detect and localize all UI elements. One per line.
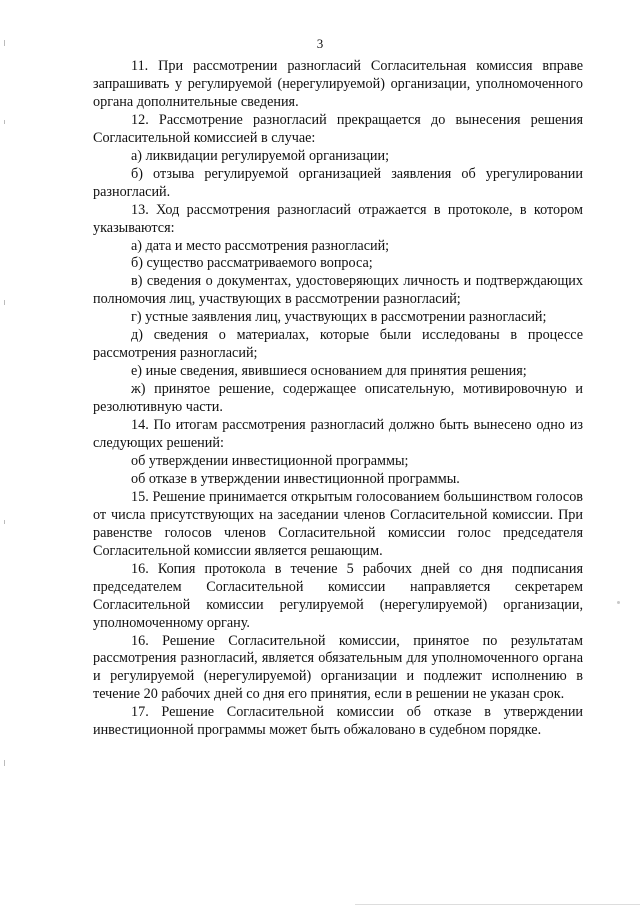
scan-edge-mark — [4, 120, 5, 124]
list-item-14-refuse: об отказе в утверждении инвестиционной программы. — [131, 470, 460, 487]
scan-edge-mark — [4, 300, 5, 305]
paragraph-16-protocol-copy: 16. Копия протокола в течение 5 рабочих дней со дня подписания председателем Согласительной комиссии направляется секретарем Согласительной комиссии регулируемой (нерегулируемой) организации, уполномоченному органу. — [93, 560, 583, 631]
paragraph-13-protocol: 13. Ход рассмотрения разногласий отражается в протоколе, в котором указываются: — [93, 201, 583, 236]
paragraph-12-termination: 12. Рассмотрение разногласий прекращается до вынесения решения Согласительной комиссией в случае: — [93, 111, 583, 146]
list-item-14-approve: об утверждении инвестиционной программы; — [131, 452, 409, 469]
paragraph-15-voting: 15. Решение принимается открытым голосованием большинством голосов от числа присутствующих на заседании членов Согласительной комиссии. При равенстве голосов членов Согласительной комиссии голос председателя Согласительной комиссии является решающим. — [93, 488, 583, 559]
list-item-12a: а) ликвидации регулируемой организации; — [131, 147, 390, 164]
page-number: 3 — [316, 36, 324, 51]
list-item-13v: в) сведения о документах, удостоверяющих личность и подтверждающих полномочия лиц, участвующих в рассмотрении разногласий; — [93, 273, 583, 308]
document-body — [93, 58, 583, 740]
list-item-13g: г) устные заявления лиц, участвующих в рассмотрении разногласий; — [131, 309, 547, 326]
scan-speck — [617, 601, 620, 604]
paragraph-14-decisions: 14. По итогам рассмотрения разногласий должно быть вынесено одно из следующих решений: — [93, 417, 583, 452]
scan-edge-mark — [4, 520, 5, 524]
scan-edge-mark — [4, 760, 5, 766]
paragraph-16-binding-decision: 16. Решение Согласительной комиссии, принятое по результатам рассмотрения разногласий, является обязательным для уполномоченного органа и регулируемой (нерегулируемой) организации и подлежит исполнению в течение 20 рабочих дней со дня его принятия, если в решении не указан срок. — [93, 632, 583, 703]
paragraph-11-request-info: 11. При рассмотрении разногласий Согласительная комиссия вправе запрашивать у регулируемой (нерегулируемой) организации, уполномоченного органа дополнительные сведения. — [93, 58, 583, 110]
list-item-13e: е) иные сведения, явившиеся основанием для принятия решения; — [131, 363, 527, 380]
paragraph-17-appeal: 17. Решение Согласительной комиссии об отказе в утверждении инвестиционной программы может быть обжаловано в судебном порядке. — [93, 704, 583, 739]
list-item-12b: б) отзыва регулируемой организацией заявления об урегулировании разногласий. — [93, 165, 583, 200]
list-item-13zh: ж) принятое решение, содержащее описательную, мотивировочную и резолютивную части. — [93, 381, 583, 416]
list-item-13a: а) дата и место рассмотрения разногласий; — [131, 237, 390, 254]
list-item-13b: б) существо рассматриваемого вопроса; — [131, 255, 373, 272]
list-item-13d: д) сведения о материалах, которые были исследованы в процессе рассмотрения разногласий; — [93, 327, 583, 362]
